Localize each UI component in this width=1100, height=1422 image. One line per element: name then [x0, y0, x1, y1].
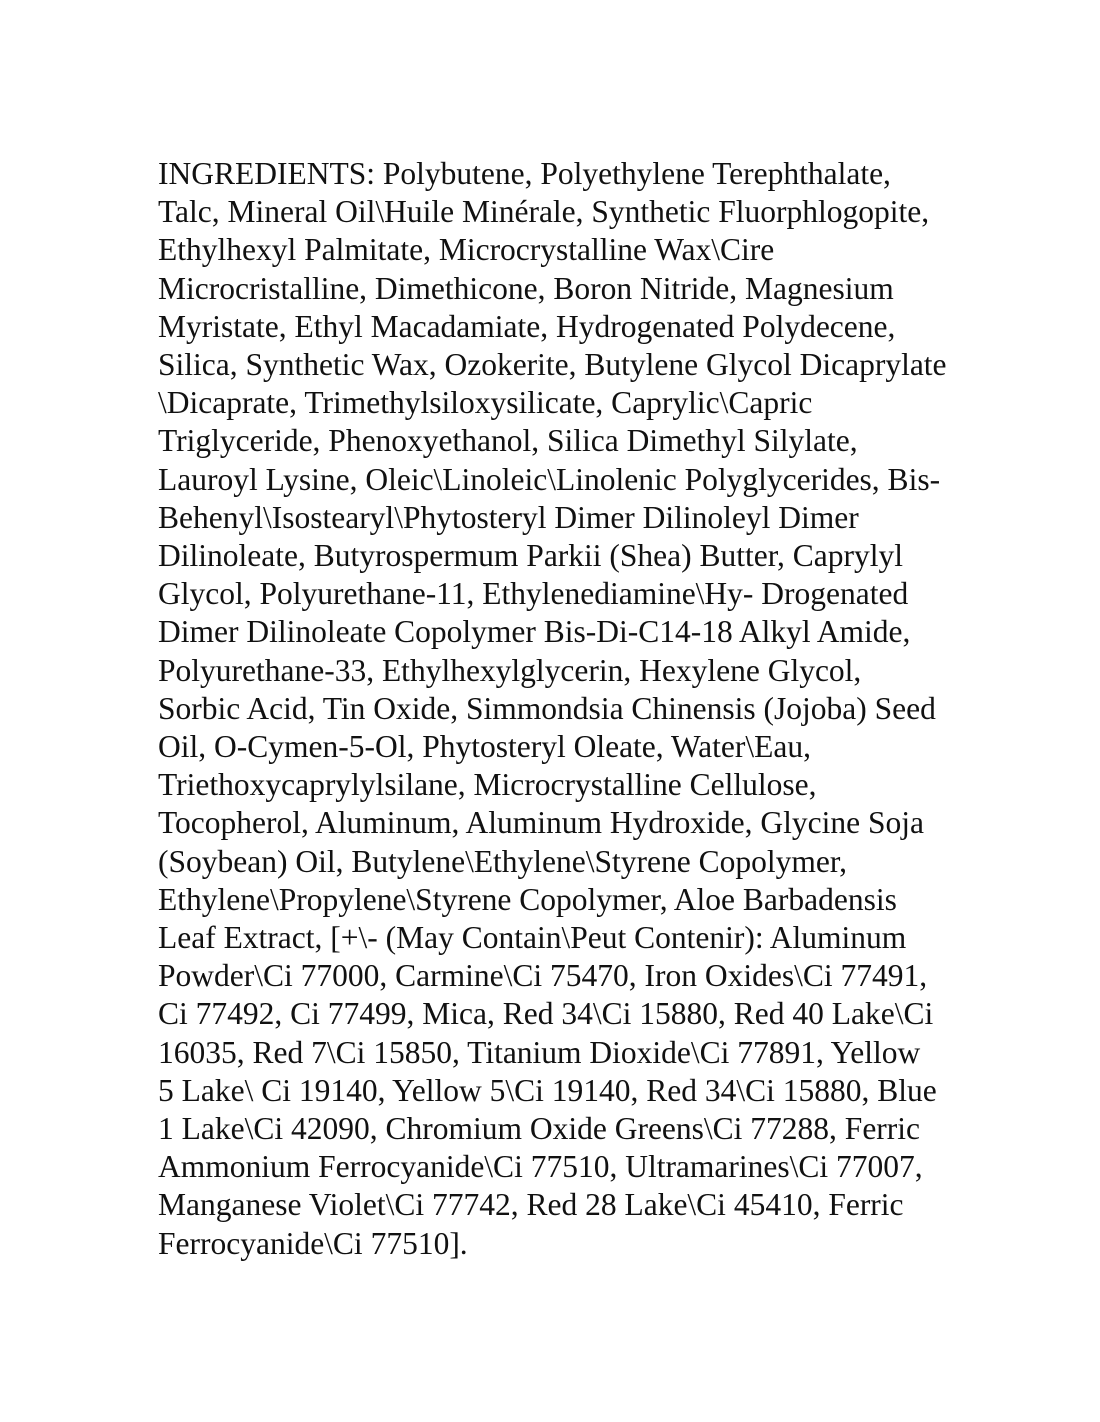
ingredients-line: Manganese Violet\Ci 77742, Red 28 Lake\Ci 45410, Ferric [158, 1187, 904, 1223]
ingredients-line: 16035, Red 7\Ci 15850, Titanium Dioxide\Ci 77891, Yellow [158, 1034, 921, 1070]
ingredients-line: Ethylhexyl Palmitate, Microcrystalline Wax\Cire [158, 232, 775, 268]
ingredients-line: Dilinoleate, Butyrospermum Parkii (Shea) Butter, Caprylyl [158, 538, 903, 574]
ingredients-line: (Soybean) Oil, Butylene\Ethylene\Styrene Copolymer, [158, 843, 847, 879]
ingredients-line: Sorbic Acid, Tin Oxide, Simmondsia Chinensis (Jojoba) Seed [158, 690, 936, 726]
ingredients-line: Oil, O-Cymen-5-Ol, Phytosteryl Oleate, Water\Eau, [158, 729, 811, 765]
ingredients-line: Silica, Synthetic Wax, Ozokerite, Butylene Glycol Dicaprylate [158, 347, 947, 383]
ingredients-line: Talc, Mineral Oil\Huile Minérale, Synthetic Fluorphlogopite, [158, 194, 930, 230]
ingredients-line: Dimer Dilinoleate Copolymer Bis-Di-C14-18 Alkyl Amide, [158, 614, 911, 650]
ingredients-line: 1 Lake\Ci 42090, Chromium Oxide Greens\Ci 77288, Ferric [158, 1111, 921, 1147]
ingredients-line: Ci 77492, Ci 77499, Mica, Red 34\Ci 15880, Red 40 Lake\Ci [158, 996, 934, 1032]
ingredients-line: 5 Lake\ Ci 19140, Yellow 5\Ci 19140, Red 34\Ci 15880, Blue [158, 1072, 937, 1108]
ingredients-line: Triethoxycaprylylsilane, Microcrystalline Cellulose, [158, 767, 817, 803]
ingredients-line: Ammonium Ferrocyanide\Ci 77510, Ultramarines\Ci 77007, [158, 1149, 923, 1185]
ingredients-line: Behenyl\Isostearyl\Phytosteryl Dimer Dilinoleyl Dimer [158, 499, 859, 535]
ingredients-line: Polyurethane-33, Ethylhexylglycerin, Hexylene Glycol, [158, 652, 862, 688]
ingredients-line: Ethylene\Propylene\Styrene Copolymer, Aloe Barbadensis [158, 881, 897, 917]
ingredients-line: Powder\Ci 77000, Carmine\Ci 75470, Iron Oxides\Ci 77491, [158, 958, 928, 994]
ingredients-line: \Dicaprate, Trimethylsiloxysilicate, Caprylic\Capric [158, 385, 813, 421]
ingredients-paragraph [158, 155, 958, 1263]
ingredients-line: Myristate, Ethyl Macadamiate, Hydrogenated Polydecene, [158, 308, 896, 344]
ingredients-line: Tocopherol, Aluminum, Aluminum Hydroxide, Glycine Soja [158, 805, 924, 841]
ingredients-line: INGREDIENTS: Polybutene, Polyethylene Terephthalate, [158, 156, 891, 191]
ingredients-line: Ferrocyanide\Ci 77510]. [158, 1225, 468, 1261]
ingredients-line: Triglyceride, Phenoxyethanol, Silica Dimethyl Silylate, [158, 423, 858, 459]
ingredients-line: Lauroyl Lysine, Oleic\Linoleic\Linolenic Polyglycerides, Bis- [158, 461, 941, 497]
ingredients-line: Leaf Extract, [+\- (May Contain\Peut Contenir): Aluminum [158, 920, 907, 956]
ingredients-line: Microcristalline, Dimethicone, Boron Nitride, Magnesium [158, 270, 894, 306]
ingredients-line: Glycol, Polyurethane-11, Ethylenediamine\Hy- Drogenated [158, 576, 909, 612]
